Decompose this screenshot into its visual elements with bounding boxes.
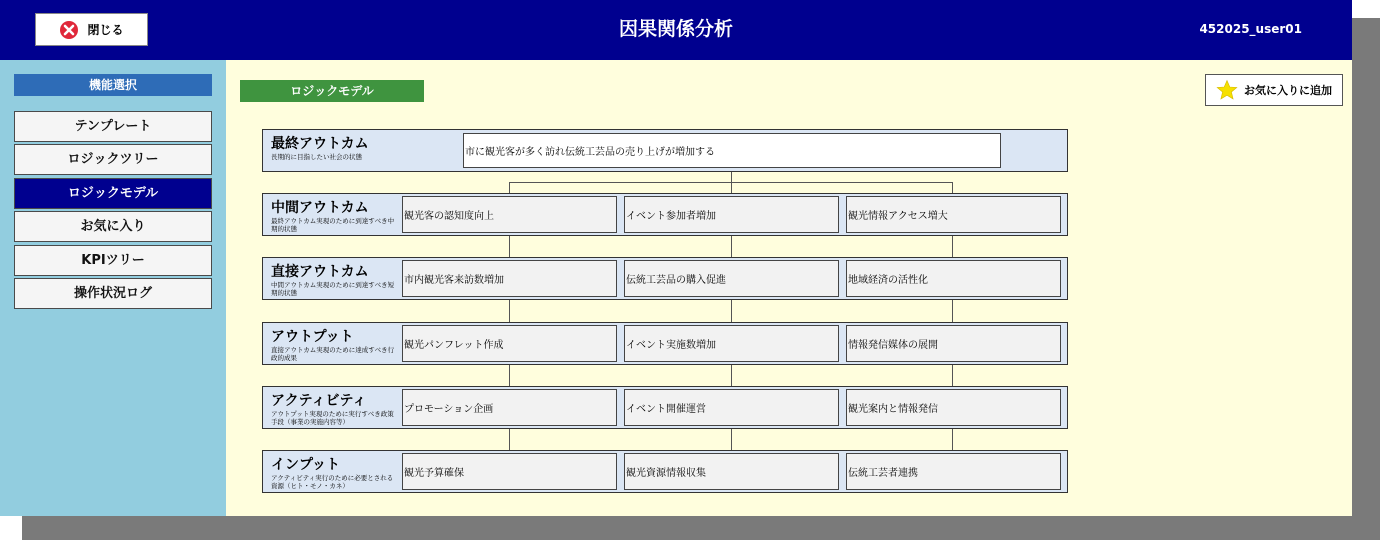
row-title: 中間アウトカム	[271, 200, 369, 216]
page-title: 因果関係分析	[618, 18, 733, 40]
sidebar-item-logic-model[interactable]: ロジックモデル	[14, 178, 212, 209]
row-output	[262, 322, 1068, 365]
connector-line	[952, 429, 953, 451]
logic-cell[interactable]: 伝統工芸者連携	[846, 453, 1061, 490]
logic-cell[interactable]: イベント参加者増加	[624, 196, 839, 233]
row-input	[262, 450, 1068, 493]
row-title: アウトプット	[271, 329, 354, 345]
logic-cell[interactable]: 観光情報アクセス増大	[846, 196, 1061, 233]
sidebar-heading: 機能選択	[14, 74, 212, 96]
star-icon	[1216, 79, 1238, 101]
logic-cell[interactable]: 観光案内と情報発信	[846, 389, 1061, 426]
logic-cell[interactable]: 観光客の認知度向上	[402, 196, 617, 233]
row-title: 最終アウトカム	[271, 136, 369, 152]
connector-line	[509, 365, 510, 387]
logic-cell[interactable]: イベント開催運営	[624, 389, 839, 426]
connector-line	[509, 300, 510, 322]
connector-line	[731, 171, 732, 182]
logic-cell[interactable]: イベント実施数増加	[624, 325, 839, 362]
row-title: インプット	[271, 457, 341, 473]
close-label: 閉じる	[87, 23, 124, 37]
sidebar-item-kpi-tree[interactable]: KPIツリー	[14, 245, 212, 276]
sidebar	[0, 60, 226, 516]
logic-cell[interactable]: 伝統工芸品の購入促進	[624, 260, 839, 297]
add-favorite-button[interactable]	[1205, 74, 1343, 106]
final-outcome-cell[interactable]: 市に観光客が多く訪れ伝統工芸品の売り上げが増加する	[463, 133, 1001, 168]
connector-line	[509, 429, 510, 451]
row-subtitle: アクティビティ実行のために必要とされる資源（ヒト・モノ・カネ）	[271, 474, 394, 490]
row-title: 直接アウトカム	[271, 264, 369, 280]
sidebar-item-operation-log[interactable]: 操作状況ログ	[14, 278, 212, 309]
row-final-outcome	[262, 129, 1068, 172]
logic-cell[interactable]: 地域経済の活性化	[846, 260, 1061, 297]
sidebar-item-template[interactable]: テンプレート	[14, 111, 212, 142]
connector-line	[952, 300, 953, 322]
connector-line	[952, 236, 953, 258]
logic-cell[interactable]: 観光予算確保	[402, 453, 617, 490]
section-label: ロジックモデル	[240, 80, 424, 102]
connector-line	[731, 365, 732, 387]
sidebar-item-favorites[interactable]: お気に入り	[14, 211, 212, 242]
sidebar-item-logic-tree[interactable]: ロジックツリー	[14, 144, 212, 175]
add-favorite-label: お気に入りに追加	[1244, 84, 1332, 97]
logic-cell[interactable]: 情報発信媒体の展開	[846, 325, 1061, 362]
logic-cell[interactable]: プロモーション企画	[402, 389, 617, 426]
connector-line	[731, 300, 732, 322]
row-activity	[262, 386, 1068, 429]
user-id: 452025_user01	[1199, 22, 1302, 36]
row-intermediate-outcome	[262, 193, 1068, 236]
logic-cell[interactable]: 観光パンフレット作成	[402, 325, 617, 362]
row-subtitle: アウトプット実現のために実行すべき政策手段（事業の実施内容等）	[271, 410, 394, 426]
row-subtitle: 直接アウトカム実現のために達成すべき行政的成果	[271, 346, 395, 362]
row-subtitle: 長期的に目指したい社会の状態	[271, 153, 362, 161]
row-subtitle: 中間アウトカム実現のために到達すべき短期的状態	[271, 281, 395, 297]
connector-line	[731, 429, 732, 451]
connector-line	[952, 365, 953, 387]
connector-line	[509, 236, 510, 258]
row-title: アクティビティ	[271, 393, 367, 409]
header-bar	[0, 0, 1352, 60]
logic-cell[interactable]: 市内観光客来訪数増加	[402, 260, 617, 297]
row-direct-outcome	[262, 257, 1068, 300]
connector-line	[731, 236, 732, 258]
logic-cell[interactable]: 観光資源情報収集	[624, 453, 839, 490]
row-subtitle: 最終アウトカム実現のために到達すべき中期的状態	[271, 217, 395, 233]
